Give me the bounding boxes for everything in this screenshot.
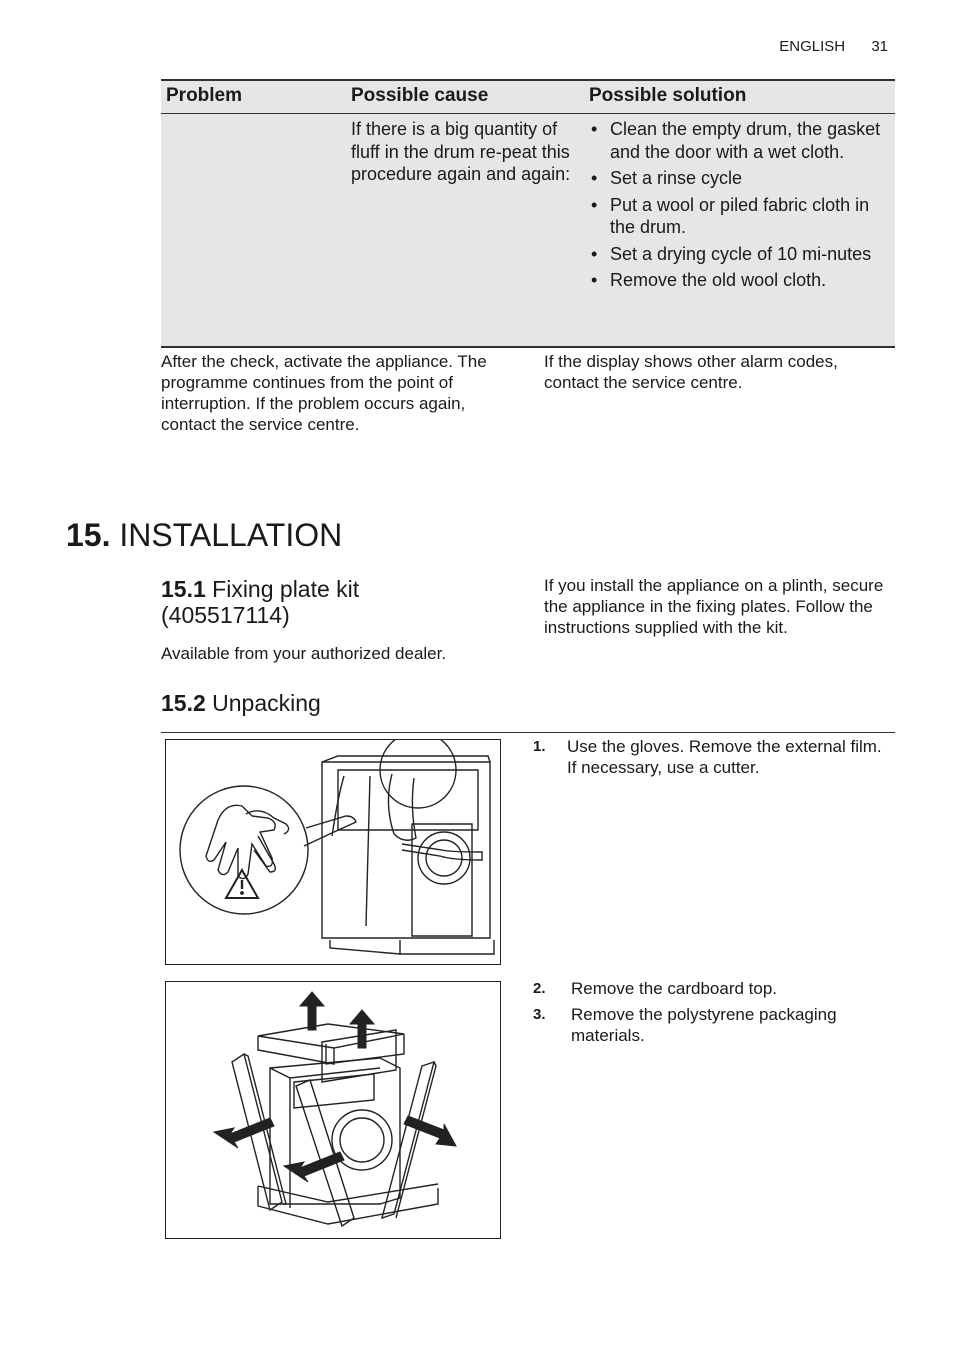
header-language: ENGLISH bbox=[779, 38, 846, 55]
illustration-remove-packaging bbox=[166, 982, 500, 1238]
subsection-heading-unpacking bbox=[161, 690, 321, 716]
cause-cell: If there is a big quantity of fluff in the drum re-peat this procedure again and again: bbox=[351, 119, 571, 184]
section-heading bbox=[66, 517, 342, 554]
column-header-problem: Problem bbox=[166, 85, 243, 106]
solution-list bbox=[589, 118, 889, 296]
dealer-text: Available from your authorized dealer. bbox=[161, 644, 447, 663]
after-check-text: After the check, activate the appliance. The programme continues from the point of interruption. If the problem occurs again, contact the service centre. bbox=[161, 352, 487, 434]
list-item bbox=[533, 1004, 888, 1046]
solution-item: • Put a wool or piled fabric cloth in the drum. bbox=[589, 194, 889, 239]
plinth-text: If you install the appliance on a plinth, secure the appliance in the fixing plates. Follow the instructions supplied with the kit. bbox=[544, 576, 884, 637]
column-header-cause: Possible cause bbox=[351, 85, 489, 106]
subsection-number: 15.1 bbox=[161, 576, 206, 602]
solution-item: • Set a rinse cycle bbox=[589, 167, 889, 190]
subsection-title: Unpacking bbox=[212, 690, 321, 716]
subsection-title: Fixing plate kit (405517114) bbox=[161, 576, 360, 628]
illustration-remove-film bbox=[166, 740, 500, 964]
solution-item: • Set a drying cycle of 10 mi-nutes bbox=[589, 243, 889, 266]
step-number: 2. bbox=[533, 980, 546, 997]
troubleshooting-table bbox=[161, 79, 895, 348]
step-number: 1. bbox=[533, 738, 546, 755]
solution-item: • Remove the old wool cloth. bbox=[589, 269, 889, 292]
solution-item: • Clean the empty drum, the gasket and the door with a wet cloth. bbox=[589, 118, 889, 163]
figure-remove-film bbox=[165, 739, 501, 965]
page-header bbox=[779, 38, 888, 55]
list-item bbox=[533, 978, 888, 999]
section-number: 15. bbox=[66, 517, 111, 553]
subsection-heading-fixing-plate bbox=[161, 576, 461, 628]
alarm-codes-text: If the display shows other alarm codes, contact the service centre. bbox=[544, 352, 838, 392]
section-title: INSTALLATION bbox=[119, 517, 343, 553]
table-header-row bbox=[161, 79, 895, 114]
table-row bbox=[161, 114, 895, 348]
column-header-solution: Possible solution bbox=[589, 85, 747, 106]
step-text: Remove the polystyrene packaging materials. bbox=[571, 1005, 837, 1045]
list-item bbox=[533, 736, 888, 778]
step-number: 3. bbox=[533, 1006, 546, 1023]
subsection-number: 15.2 bbox=[161, 690, 206, 716]
step-text: Remove the cardboard top. bbox=[571, 979, 778, 998]
divider bbox=[161, 732, 895, 733]
step-text: Use the gloves. Remove the external film. If necessary, use a cutter. bbox=[567, 737, 882, 777]
page-number: 31 bbox=[871, 38, 888, 55]
figure-remove-packaging bbox=[165, 981, 501, 1239]
